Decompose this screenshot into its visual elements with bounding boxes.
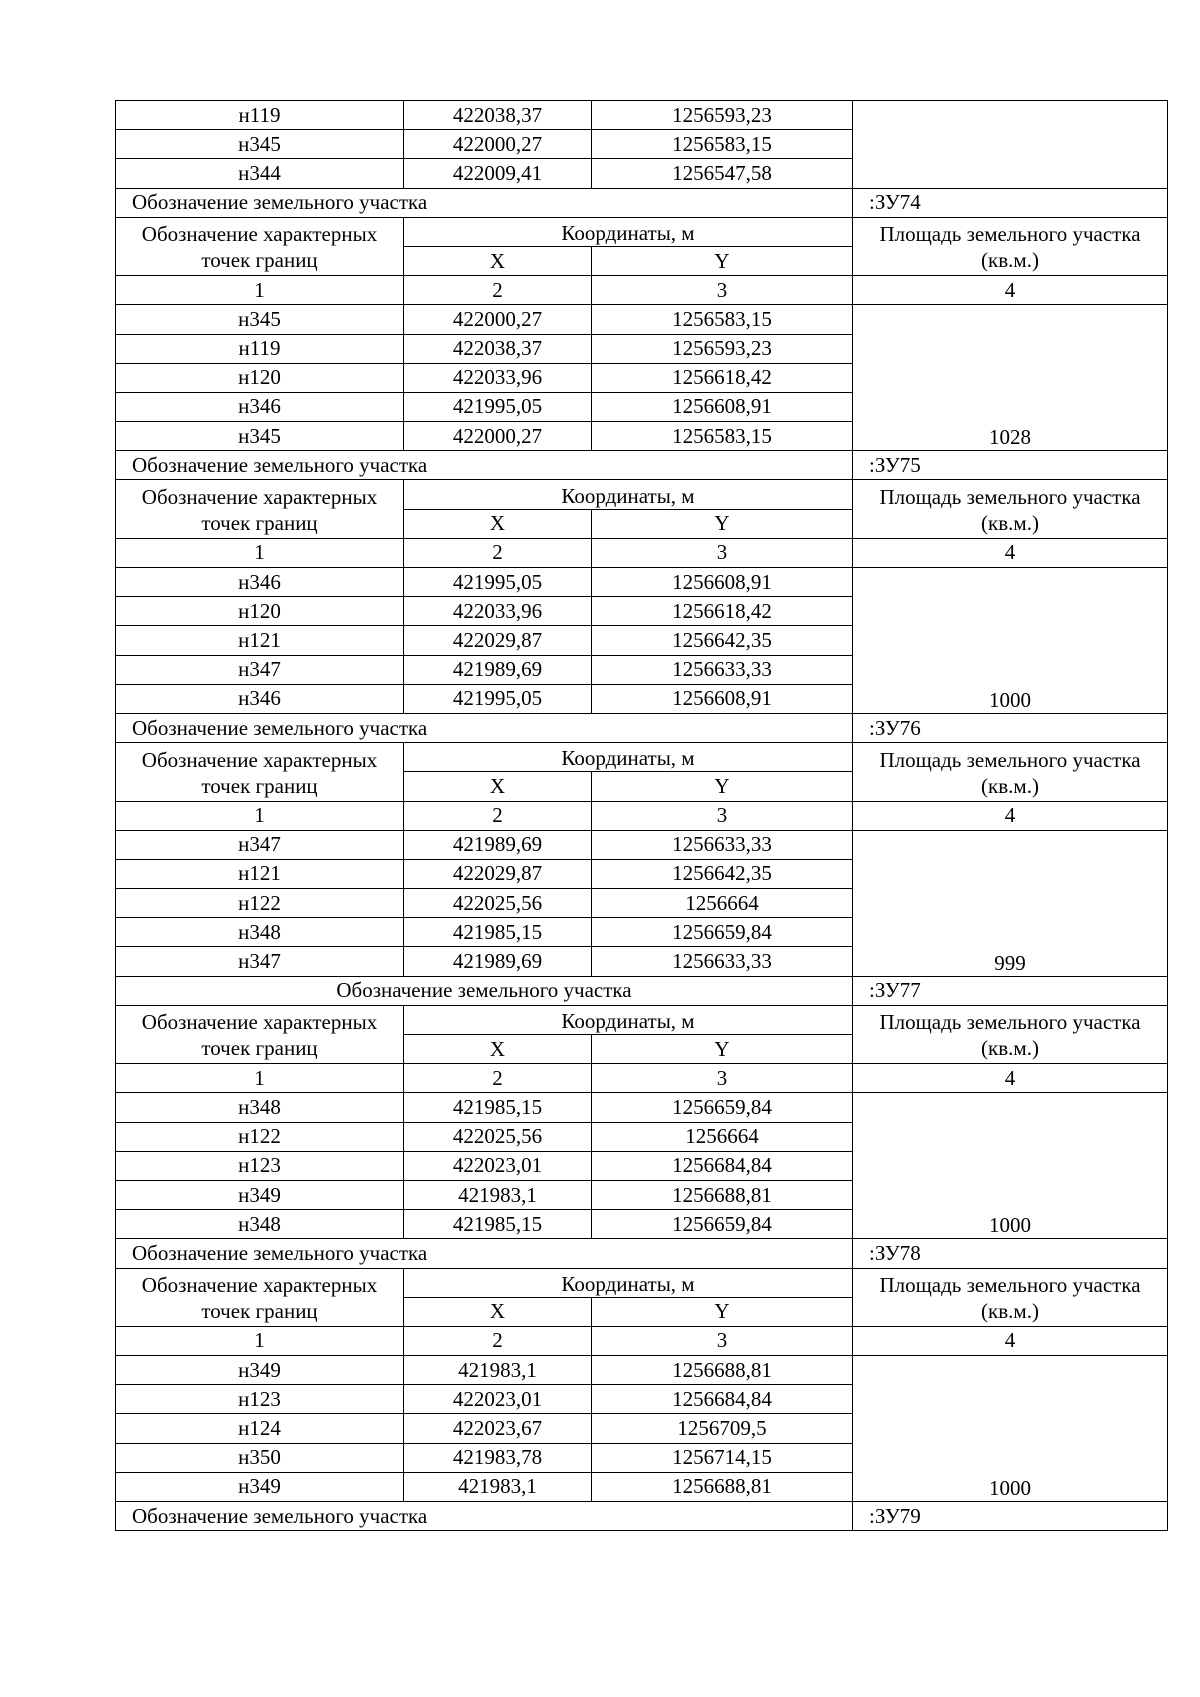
header-area-column: Площадь земельного участка (кв.м.) xyxy=(853,480,1168,538)
plot-designation-row xyxy=(116,1502,1168,1531)
plot-designation-label: Обозначение земельного участка xyxy=(116,451,853,480)
x-coordinate-cell: 422009,41 xyxy=(404,159,592,188)
table-row xyxy=(116,1093,1168,1122)
plot-id: :ЗУ79 xyxy=(853,1502,1168,1531)
header-coordinates: Координаты, м xyxy=(404,1005,853,1034)
column-number-1: 1 xyxy=(116,276,404,305)
point-name-cell: н348 xyxy=(116,1093,404,1122)
point-name-cell: н124 xyxy=(116,1414,404,1443)
point-name-cell: н123 xyxy=(116,1385,404,1414)
point-name-cell: н348 xyxy=(116,1210,404,1239)
header-x: X xyxy=(404,509,592,538)
point-name-cell: н347 xyxy=(116,947,404,976)
point-name-cell: н120 xyxy=(116,363,404,392)
header-area-column: Площадь земельного участка (кв.м.) xyxy=(853,217,1168,275)
header-point-column: Обозначение характерных точек границ xyxy=(116,743,404,801)
point-name-cell: н123 xyxy=(116,1151,404,1180)
plot-designation-label: Обозначение земельного участка xyxy=(116,713,853,742)
point-name-cell: н350 xyxy=(116,1443,404,1472)
plot-designation-label: Обозначение земельного участка xyxy=(116,188,853,217)
header-coordinates: Координаты, м xyxy=(404,1268,853,1297)
header-point-column: Обозначение характерных точек границ xyxy=(116,480,404,538)
point-name-cell: н349 xyxy=(116,1356,404,1385)
plot-designation-label: Обозначение земельного участка xyxy=(116,1502,853,1531)
header-x: X xyxy=(404,246,592,275)
x-coordinate-cell: 422038,37 xyxy=(404,101,592,130)
header-area-column: Площадь земельного участка (кв.м.) xyxy=(853,1268,1168,1326)
x-coordinate-cell: 422023,01 xyxy=(404,1385,592,1414)
y-coordinate-cell: 1256659,84 xyxy=(592,1210,853,1239)
point-name-cell: н349 xyxy=(116,1472,404,1501)
plot-area-cell: 1000 xyxy=(853,568,1168,714)
plot-designation-row xyxy=(116,451,1168,480)
y-coordinate-cell: 1256664 xyxy=(592,889,853,918)
plot-id: :ЗУ74 xyxy=(853,188,1168,217)
plot-designation-label: Обозначение земельного участка xyxy=(116,976,853,1005)
plot-designation-row xyxy=(116,976,1168,1005)
x-coordinate-cell: 422025,56 xyxy=(404,1122,592,1151)
x-coordinate-cell: 421989,69 xyxy=(404,947,592,976)
y-coordinate-cell: 1256642,35 xyxy=(592,626,853,655)
point-name-cell: н345 xyxy=(116,305,404,334)
y-coordinate-cell: 1256608,91 xyxy=(592,568,853,597)
y-coordinate-cell: 1256642,35 xyxy=(592,859,853,888)
header-point-column: Обозначение характерных точек границ xyxy=(116,217,404,275)
header-coordinates: Координаты, м xyxy=(404,480,853,509)
column-number-4: 4 xyxy=(853,538,1168,567)
y-coordinate-cell: 1256547,58 xyxy=(592,159,853,188)
header-y: Y xyxy=(592,1297,853,1326)
x-coordinate-cell: 421995,05 xyxy=(404,392,592,421)
column-number-row xyxy=(116,538,1168,567)
column-number-4: 4 xyxy=(853,276,1168,305)
plot-id: :ЗУ77 xyxy=(853,976,1168,1005)
column-number-3: 3 xyxy=(592,276,853,305)
point-name-cell: н349 xyxy=(116,1180,404,1209)
plot-id: :ЗУ75 xyxy=(853,451,1168,480)
header-point-column: Обозначение характерных точек границ xyxy=(116,1268,404,1326)
y-coordinate-cell: 1256684,84 xyxy=(592,1385,853,1414)
header-x: X xyxy=(404,772,592,801)
table-row xyxy=(116,1356,1168,1385)
column-number-2: 2 xyxy=(404,1326,592,1355)
column-number-4: 4 xyxy=(853,1064,1168,1093)
x-coordinate-cell: 422038,37 xyxy=(404,334,592,363)
column-number-row xyxy=(116,801,1168,830)
y-coordinate-cell: 1256659,84 xyxy=(592,918,853,947)
header-row xyxy=(116,480,1168,509)
column-number-4: 4 xyxy=(853,801,1168,830)
x-coordinate-cell: 421983,1 xyxy=(404,1472,592,1501)
plot-area-cell: 1000 xyxy=(853,1356,1168,1502)
point-name-cell: н122 xyxy=(116,889,404,918)
y-coordinate-cell: 1256583,15 xyxy=(592,422,853,451)
y-coordinate-cell: 1256688,81 xyxy=(592,1180,853,1209)
header-coordinates: Координаты, м xyxy=(404,217,853,246)
plot-area-cell: 999 xyxy=(853,830,1168,976)
x-coordinate-cell: 421995,05 xyxy=(404,684,592,713)
header-y: Y xyxy=(592,772,853,801)
point-name-cell: н344 xyxy=(116,159,404,188)
y-coordinate-cell: 1256618,42 xyxy=(592,597,853,626)
x-coordinate-cell: 422033,96 xyxy=(404,363,592,392)
y-coordinate-cell: 1256618,42 xyxy=(592,363,853,392)
column-number-1: 1 xyxy=(116,1064,404,1093)
table-row xyxy=(116,305,1168,334)
y-coordinate-cell: 1256593,23 xyxy=(592,101,853,130)
blank-area-cell xyxy=(853,101,1168,189)
column-number-2: 2 xyxy=(404,801,592,830)
point-name-cell: н347 xyxy=(116,655,404,684)
header-area-column: Площадь земельного участка (кв.м.) xyxy=(853,1005,1168,1063)
column-number-1: 1 xyxy=(116,538,404,567)
x-coordinate-cell: 422000,27 xyxy=(404,422,592,451)
y-coordinate-cell: 1256714,15 xyxy=(592,1443,853,1472)
x-coordinate-cell: 422023,67 xyxy=(404,1414,592,1443)
point-name-cell: н345 xyxy=(116,130,404,159)
column-number-3: 3 xyxy=(592,538,853,567)
column-number-1: 1 xyxy=(116,801,404,830)
table-row xyxy=(116,568,1168,597)
point-name-cell: н347 xyxy=(116,830,404,859)
x-coordinate-cell: 421983,78 xyxy=(404,1443,592,1472)
y-coordinate-cell: 1256593,23 xyxy=(592,334,853,363)
point-name-cell: н121 xyxy=(116,626,404,655)
x-coordinate-cell: 422023,01 xyxy=(404,1151,592,1180)
point-name-cell: н348 xyxy=(116,918,404,947)
header-row xyxy=(116,743,1168,772)
header-row xyxy=(116,1268,1168,1297)
header-x: X xyxy=(404,1297,592,1326)
column-number-2: 2 xyxy=(404,276,592,305)
y-coordinate-cell: 1256608,91 xyxy=(592,392,853,421)
y-coordinate-cell: 1256709,5 xyxy=(592,1414,853,1443)
point-name-cell: н346 xyxy=(116,392,404,421)
point-name-cell: н119 xyxy=(116,334,404,363)
point-name-cell: н346 xyxy=(116,568,404,597)
y-coordinate-cell: 1256633,33 xyxy=(592,830,853,859)
x-coordinate-cell: 422000,27 xyxy=(404,130,592,159)
y-coordinate-cell: 1256608,91 xyxy=(592,684,853,713)
point-name-cell: н346 xyxy=(116,684,404,713)
column-number-3: 3 xyxy=(592,1064,853,1093)
header-row xyxy=(116,217,1168,246)
column-number-3: 3 xyxy=(592,801,853,830)
x-coordinate-cell: 422000,27 xyxy=(404,305,592,334)
plot-designation-label: Обозначение земельного участка xyxy=(116,1239,853,1268)
y-coordinate-cell: 1256633,33 xyxy=(592,947,853,976)
plot-id: :ЗУ78 xyxy=(853,1239,1168,1268)
x-coordinate-cell: 422029,87 xyxy=(404,626,592,655)
point-name-cell: н119 xyxy=(116,101,404,130)
header-point-column: Обозначение характерных точек границ xyxy=(116,1005,404,1063)
y-coordinate-cell: 1256688,81 xyxy=(592,1356,853,1385)
point-name-cell: н122 xyxy=(116,1122,404,1151)
x-coordinate-cell: 421985,15 xyxy=(404,1210,592,1239)
y-coordinate-cell: 1256659,84 xyxy=(592,1093,853,1122)
point-name-cell: н345 xyxy=(116,422,404,451)
y-coordinate-cell: 1256583,15 xyxy=(592,305,853,334)
header-y: Y xyxy=(592,509,853,538)
x-coordinate-cell: 421985,15 xyxy=(404,1093,592,1122)
point-name-cell: н121 xyxy=(116,859,404,888)
column-number-row xyxy=(116,1064,1168,1093)
plot-area-cell: 1028 xyxy=(853,305,1168,451)
x-coordinate-cell: 421995,05 xyxy=(404,568,592,597)
y-coordinate-cell: 1256664 xyxy=(592,1122,853,1151)
x-coordinate-cell: 422025,56 xyxy=(404,889,592,918)
table-row xyxy=(116,101,1168,130)
plot-area-cell: 1000 xyxy=(853,1093,1168,1239)
column-number-row xyxy=(116,276,1168,305)
y-coordinate-cell: 1256684,84 xyxy=(592,1151,853,1180)
header-area-column: Площадь земельного участка (кв.м.) xyxy=(853,743,1168,801)
column-number-3: 3 xyxy=(592,1326,853,1355)
y-coordinate-cell: 1256688,81 xyxy=(592,1472,853,1501)
column-number-row xyxy=(116,1326,1168,1355)
x-coordinate-cell: 422029,87 xyxy=(404,859,592,888)
column-number-2: 2 xyxy=(404,538,592,567)
column-number-1: 1 xyxy=(116,1326,404,1355)
x-coordinate-cell: 421983,1 xyxy=(404,1356,592,1385)
x-coordinate-cell: 421985,15 xyxy=(404,918,592,947)
header-y: Y xyxy=(592,1035,853,1064)
x-coordinate-cell: 421983,1 xyxy=(404,1180,592,1209)
coordinates-table xyxy=(115,100,1168,1531)
x-coordinate-cell: 422033,96 xyxy=(404,597,592,626)
header-coordinates: Координаты, м xyxy=(404,743,853,772)
table-row xyxy=(116,830,1168,859)
plot-designation-row xyxy=(116,1239,1168,1268)
plot-designation-row xyxy=(116,188,1168,217)
column-number-2: 2 xyxy=(404,1064,592,1093)
coordinates-document xyxy=(115,100,1168,1531)
column-number-4: 4 xyxy=(853,1326,1168,1355)
header-y: Y xyxy=(592,246,853,275)
y-coordinate-cell: 1256633,33 xyxy=(592,655,853,684)
x-coordinate-cell: 421989,69 xyxy=(404,655,592,684)
point-name-cell: н120 xyxy=(116,597,404,626)
plot-id: :ЗУ76 xyxy=(853,713,1168,742)
plot-designation-row xyxy=(116,713,1168,742)
y-coordinate-cell: 1256583,15 xyxy=(592,130,853,159)
header-x: X xyxy=(404,1035,592,1064)
header-row xyxy=(116,1005,1168,1034)
x-coordinate-cell: 421989,69 xyxy=(404,830,592,859)
